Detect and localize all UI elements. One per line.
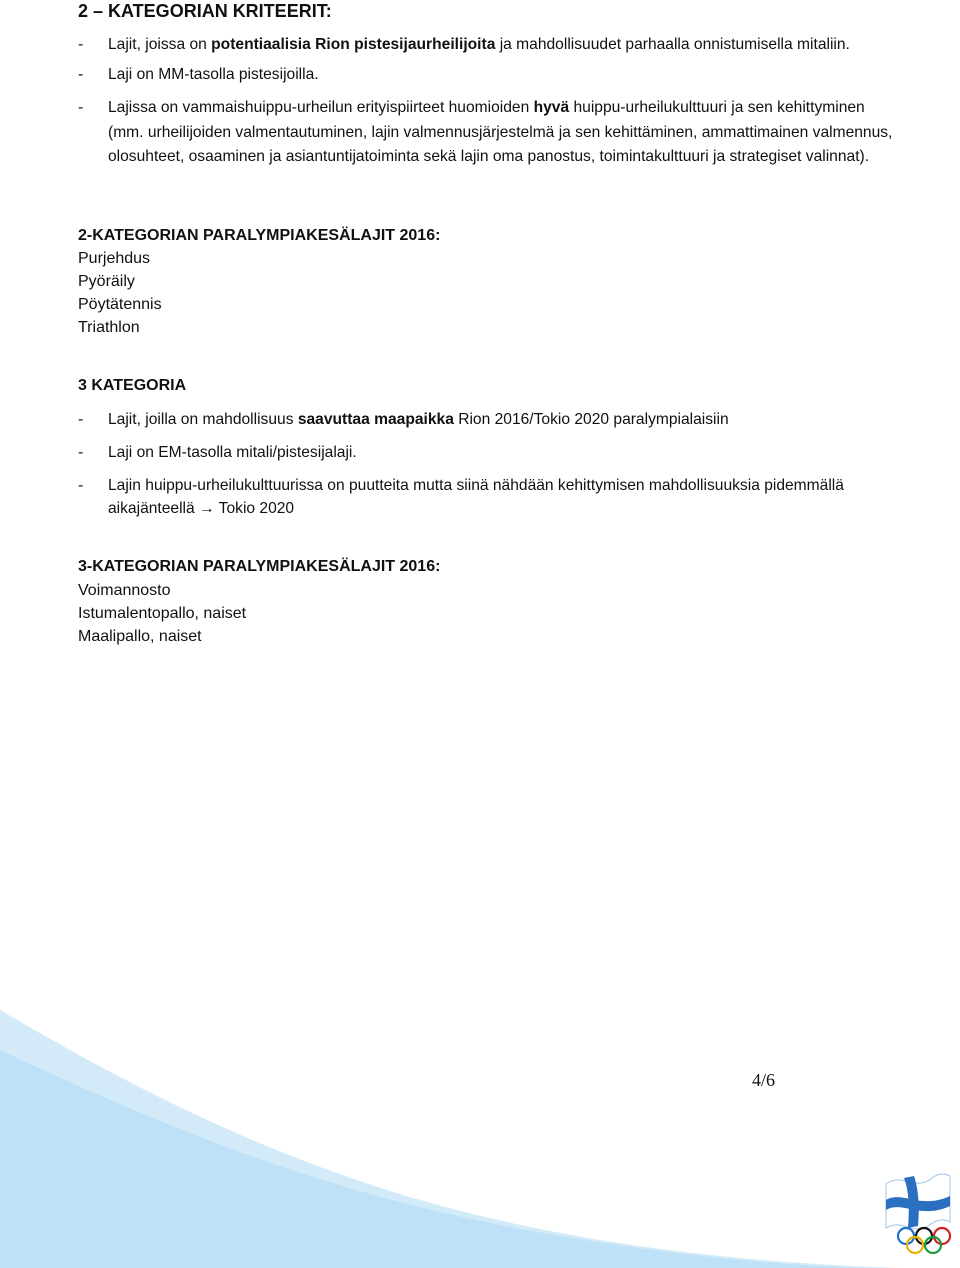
bullet-dash: - [78, 99, 84, 116]
arrow-right-icon: → [199, 500, 215, 517]
sport-item: Purjehdus [78, 250, 151, 267]
bullet-text: Lajit, joilla on mahdollisuus [108, 411, 298, 428]
bullet-text: Lajissa on vammaishuippu-urheilun erityispiirteet huomioiden [108, 99, 534, 116]
section3-bullet-1 [78, 408, 898, 431]
bullet-dash: - [78, 66, 84, 83]
sport-item: Voimannosto [78, 582, 171, 599]
bullet-text: Laji on MM-tasolla pistesijoilla. [108, 66, 319, 83]
page-number: 4/6 [752, 1070, 776, 1090]
section3-bullet-3 [78, 474, 898, 520]
bullet-dash: - [78, 411, 84, 428]
finnish-paralympic-flag-rings-icon [880, 1170, 956, 1264]
sports2-heading: 2-KATEGORIAN PARALYMPIAKESÄLAJIT 2016: [78, 227, 441, 244]
bullet-text-end: ja mahdollisuudet parhaalla onnistumisella mitaliin. [495, 36, 850, 53]
sport-item: Pyöräily [78, 273, 135, 290]
sports3-list [78, 579, 246, 648]
section3-bullet-2 [78, 441, 898, 464]
bullet-text-end: Tokio 2020 [214, 500, 295, 517]
bullet-text: Lajin huippu-urheilukulttuurissa on puutteita mutta siinä nähdään kehittymisen mahdollisuuksia pidemmällä aikajänteellä [108, 477, 844, 517]
sports2-list [78, 247, 162, 339]
bullet-text: Lajit, joissa on [108, 36, 212, 53]
sport-item: Triathlon [78, 319, 140, 336]
sport-item: Istumalentopallo, naiset [78, 605, 247, 622]
sport-item: Maalipallo, naiset [78, 628, 202, 645]
section2-bullet-1 [78, 33, 898, 56]
bullet-bold-text: potentiaalisia Rion pistesijaurheilijoita [211, 36, 496, 53]
sport-item: Pöytätennis [78, 296, 162, 313]
bullet-text: Laji on EM-tasolla mitali/pistesijalaji. [108, 444, 357, 461]
section2-bullet-2 [78, 63, 898, 86]
bullet-text-end: Rion 2016/Tokio 2020 paralympialaisiin [453, 411, 729, 428]
section3-heading: 3 KATEGORIA [78, 377, 187, 394]
bullet-bold-text: hyvä [533, 99, 570, 116]
bullet-text-end: huippu-urheilukulttuuri ja sen kehittyminen (mm. urheilijoiden valmentautuminen, lajin valmennusjärjestelmä ja sen kehittäminen, ammattimainen valmennus, olosuhteet, osaaminen ja asiantuntijatoiminta sekä lajin oma panostus, toimintakulttuuri ja strategiset valinnat). [108, 99, 893, 165]
bullet-bold-text: saavuttaa maapaikka [297, 411, 454, 428]
section2-heading: 2 – KATEGORIAN KRITEERIT: [78, 1, 332, 21]
section2-bullet-3 [78, 96, 898, 170]
bullet-dash: - [78, 477, 84, 494]
bullet-dash: - [78, 444, 84, 461]
bullet-dash: - [78, 36, 84, 53]
sports3-heading: 3-KATEGORIAN PARALYMPIAKESÄLAJIT 2016: [78, 558, 441, 575]
